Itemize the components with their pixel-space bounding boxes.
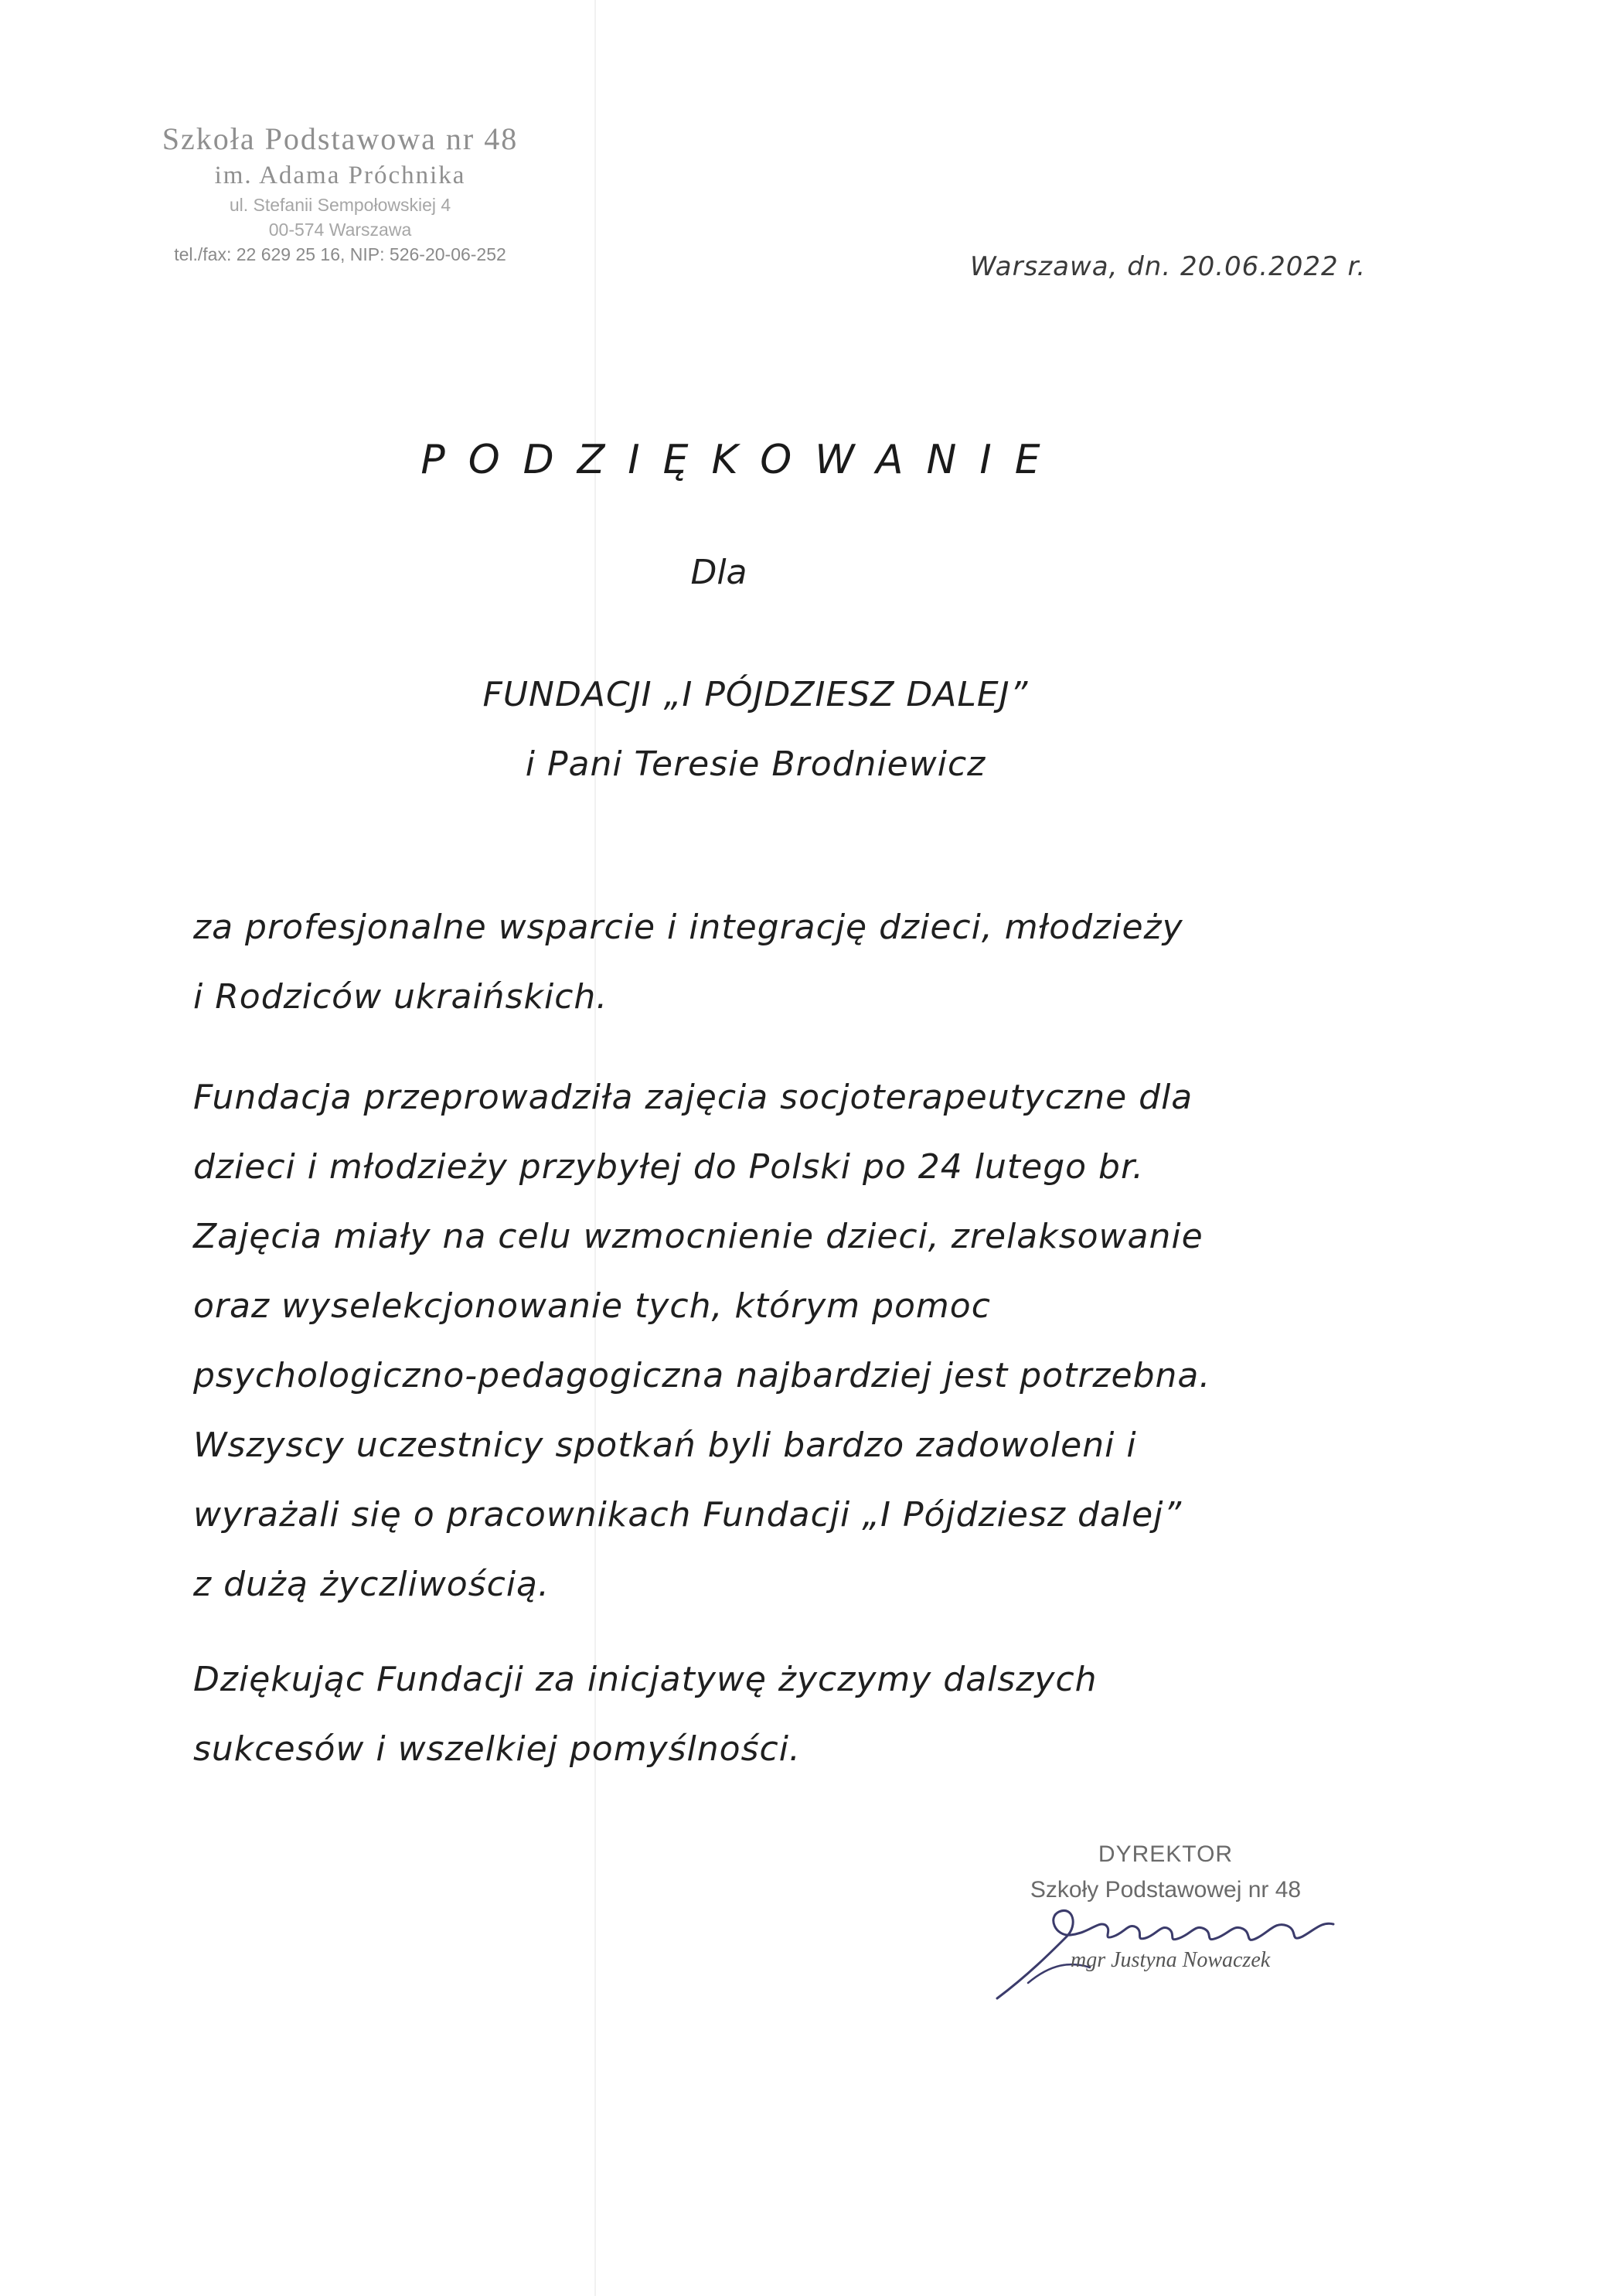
- paragraph-thanks: [193, 893, 1415, 1032]
- recipient-foundation: FUNDACJI „I PÓJDZIESZ DALEJ”: [482, 675, 1029, 714]
- stamp-street: ul. Stefanii Sempołowskiej 4: [229, 195, 451, 215]
- signature-name: mgr Justyna Nowaczek: [1071, 1948, 1271, 1972]
- stamp-city: 00-574 Warszawa: [268, 220, 412, 240]
- stamp-contact: tel./fax: 22 629 25 16, NIP: 526-20-06-252: [174, 244, 506, 264]
- paragraph-line: wyrażali się o pracownikach Fundacji „I Pójdziesz dalej”: [193, 1495, 1183, 1535]
- paragraph-line: Zajęcia miały na celu wzmocnienie dzieci, zrelaksowanie: [193, 1217, 1204, 1256]
- paragraph-line: psychologiczno-pedagogiczna najbardziej jest potrzebna.: [193, 1356, 1211, 1395]
- paragraph-line: sukcesów i wszelkiej pomyślności.: [193, 1729, 801, 1769]
- letter-title: PODZIĘKOWANIE: [420, 437, 1064, 483]
- signature-role: DYREKTOR: [1098, 1841, 1234, 1867]
- paragraph-wishes: [193, 1645, 1415, 1784]
- stamp-patron: im. Adama Próchnika: [214, 162, 466, 189]
- paragraph-line: za profesjonalne wsparcie i integrację dzieci, młodzieży: [193, 908, 1183, 947]
- dedication-label: Dla: [690, 553, 747, 592]
- paragraph-line: Fundacja przeprowadziła zajęcia socjoterapeutyczne dla: [193, 1078, 1193, 1117]
- letter-date: Warszawa, dn. 20.06.2022 r.: [970, 251, 1367, 282]
- paragraph-line: dzieci i młodzieży przybyłej do Polski po 24 lutego br.: [193, 1147, 1145, 1187]
- recipient-person: i Pani Teresie Brodniewicz: [525, 744, 986, 784]
- stamp-school-name: Szkoła Podstawowa nr 48: [162, 121, 519, 156]
- school-stamp: [93, 120, 587, 267]
- signature-school: Szkoły Podstawowej nr 48: [1030, 1877, 1302, 1903]
- paragraph-line: i Rodziców ukraińskich.: [193, 977, 608, 1017]
- paragraph-line: Wszyscy uczestnicy spotkań byli bardzo zadowoleni i: [193, 1426, 1137, 1465]
- paragraph-line: z dużą życzliwością.: [193, 1565, 550, 1604]
- paragraph-line: oraz wyselekcjonowanie tych, którym pomoc: [193, 1286, 991, 1326]
- paragraph-description: [193, 1063, 1415, 1620]
- paragraph-line: Dziękując Fundacji za inicjatywę życzymy dalszych: [193, 1660, 1098, 1699]
